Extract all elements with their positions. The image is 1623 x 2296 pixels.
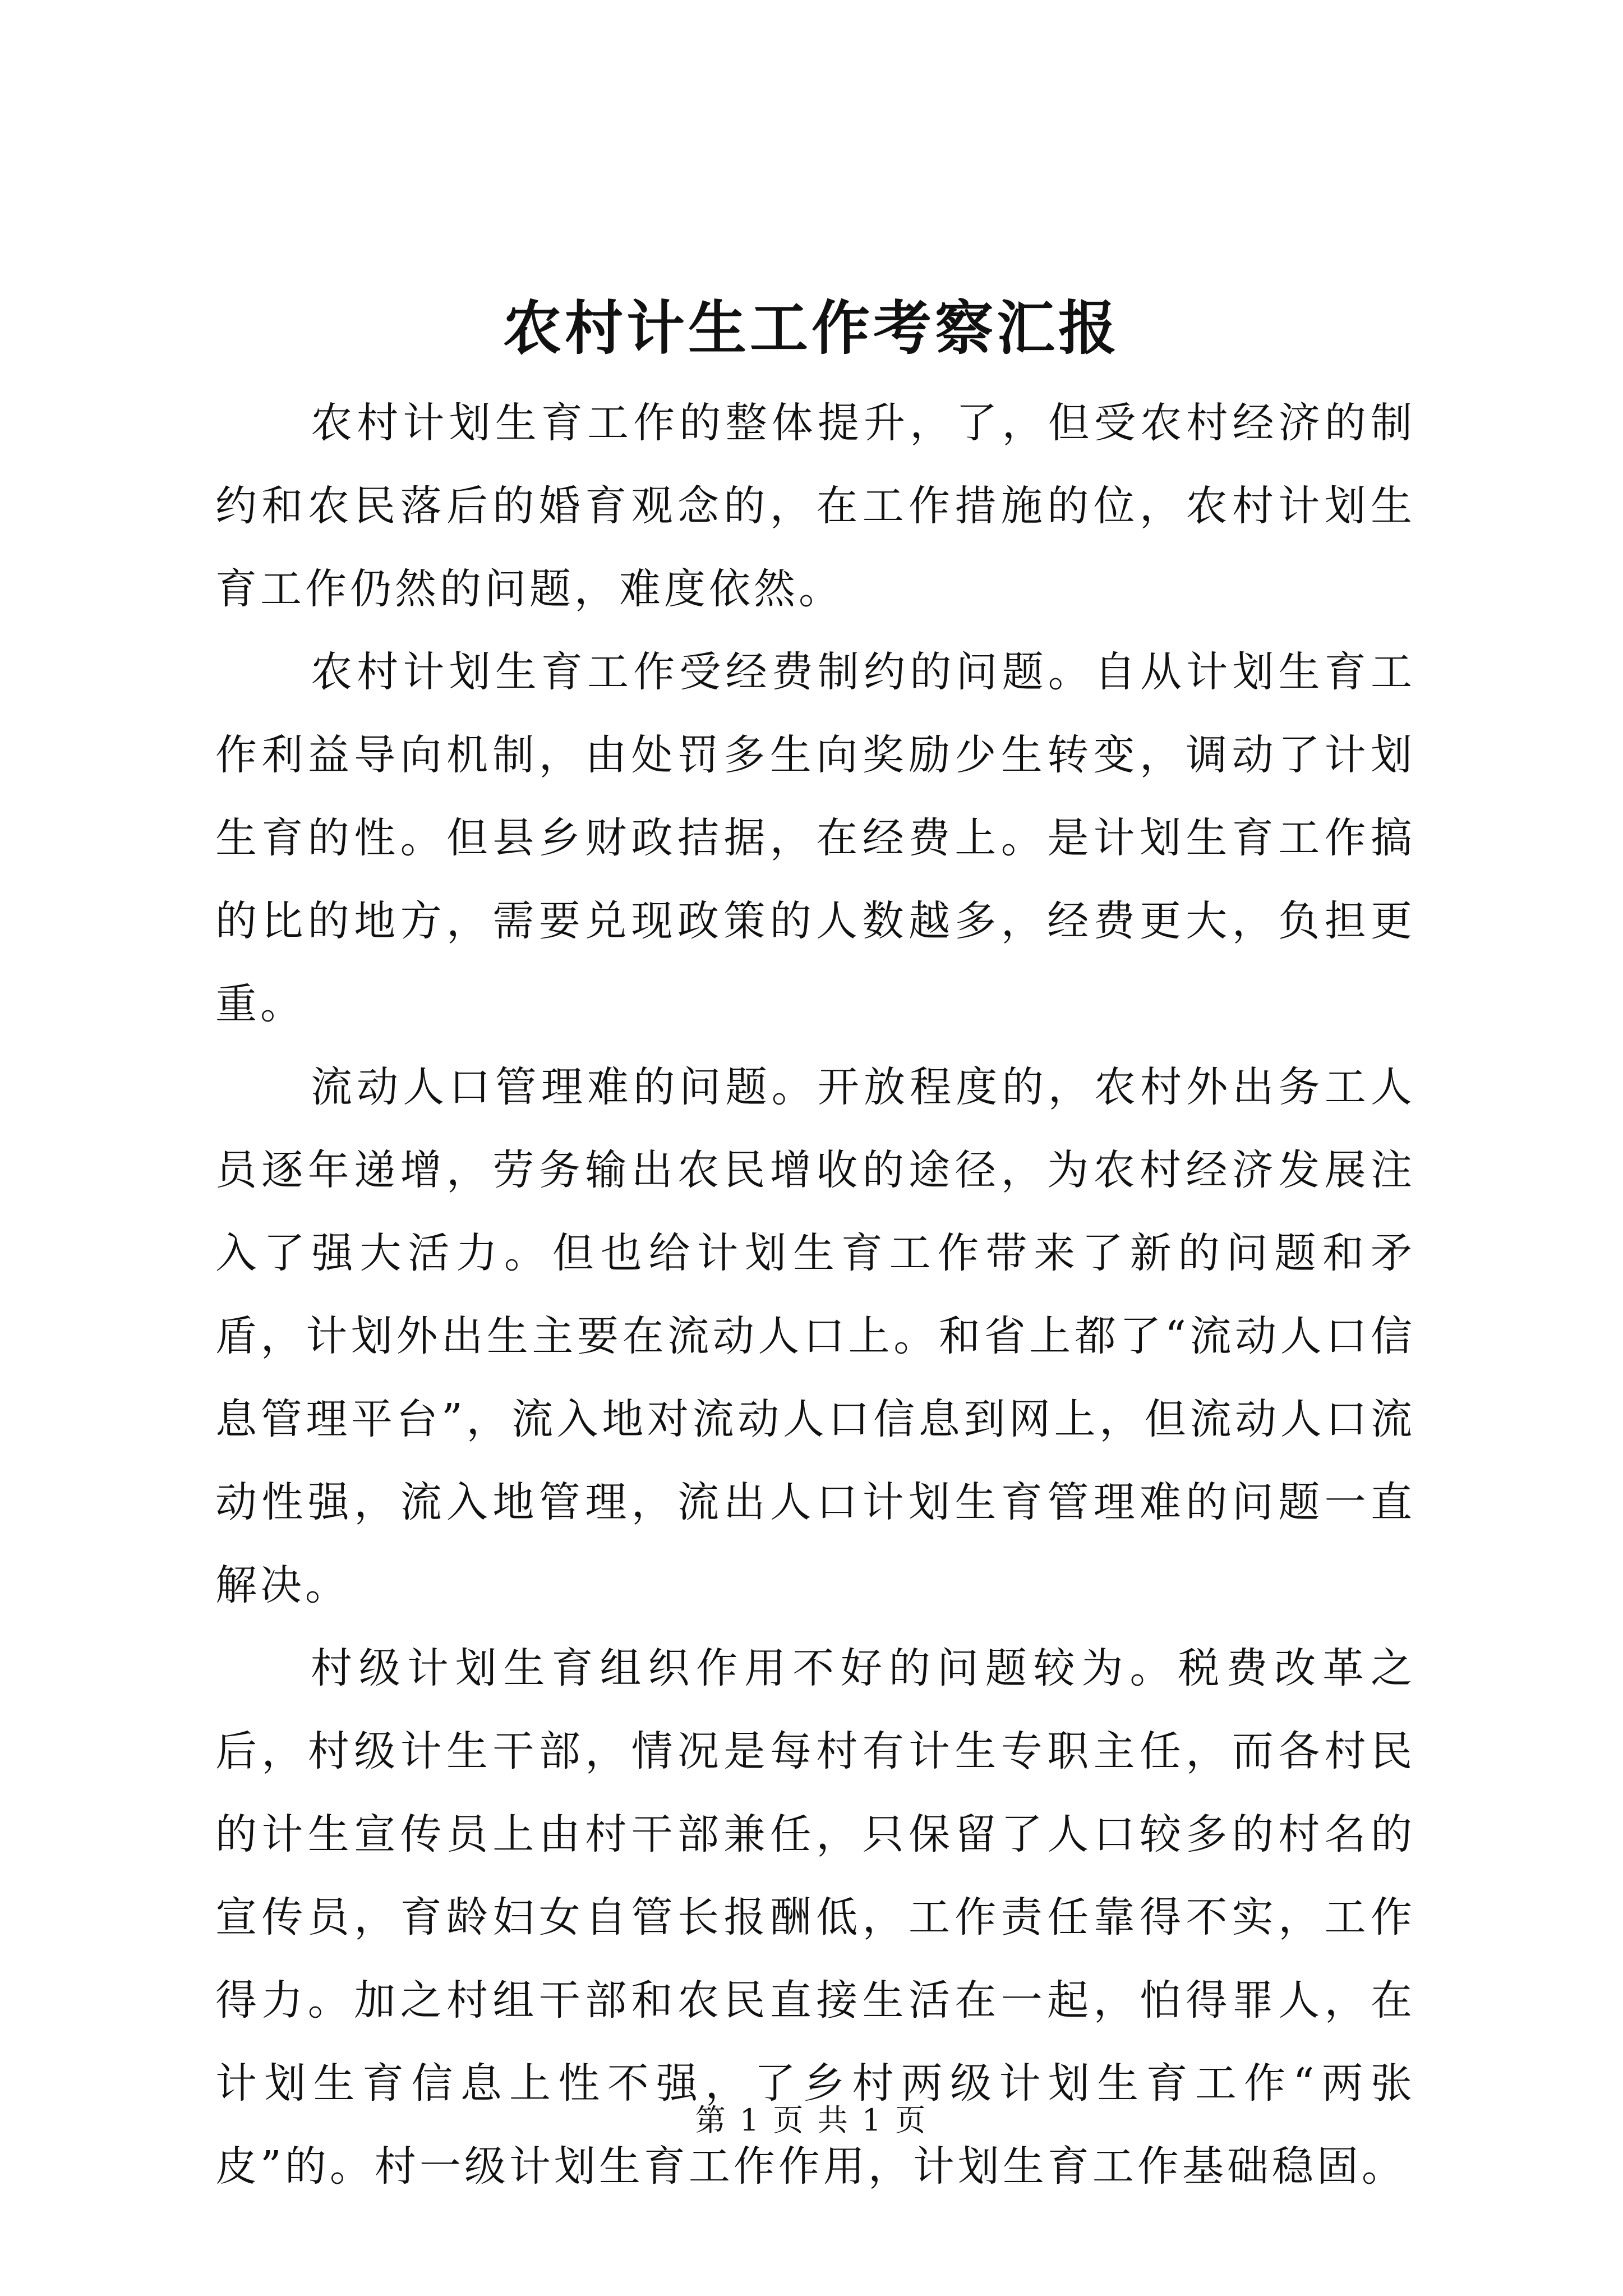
- paragraph-1: 农村计划生育工作的整体提升，了，但受农村经济的制约和农民落后的婚育观念的，在工作措施的位，农村计划生育工作仍然的问题，难度依然。: [215, 399, 1415, 613]
- paragraph-2: 农村计划生育工作受经费制约的问题。自从计划生育工作利益导向机制，由处罚多生向奖励少生转变，调动了计划生育的性。但县乡财政拮据，在经费上。是计划生育工作搞的比的地方，需要兑现政策的人数越多，经费更大，负担更重。: [215, 648, 1415, 1028]
- paragraph-4: 村级计划生育组织作用不好的问题较为。税费改革之后，村级计生干部，情况是每村有计生专职主任，而各村民的计生宣传员上由村干部兼任，只保留了人口较多的村名的宣传员，育龄妇女自管长报酬低，工作责任靠得不实，工作得力。加之村组干部和农民直接生活在一起，怕得罪人，在计划生育信息上性不强，了乡村两级计划生育工作“两张皮”的。村一级计划生育工作作用，计划生育工作基础稳固。: [215, 1644, 1415, 2191]
- document-body: [215, 381, 1415, 2208]
- document-title: 农村计生工作考察汇报: [502, 293, 1120, 362]
- paragraph-3: 流动人口管理难的问题。开放程度的，农村外出务工人员逐年递增，劳务输出农民增收的途径，为农村经济发展注入了强大活力。但也给计划生育工作带来了新的问题和矛盾，计划外出生主要在流动人口上。和省上都了“流动人口信息管理平台”，流入地对流动人口信息到网上，但流动人口流动性强，流入地管理，流出人口计划生育管理难的问题一直解决。: [215, 1063, 1415, 1609]
- page-footer: 第 1 页 共 1 页: [695, 2102, 928, 2138]
